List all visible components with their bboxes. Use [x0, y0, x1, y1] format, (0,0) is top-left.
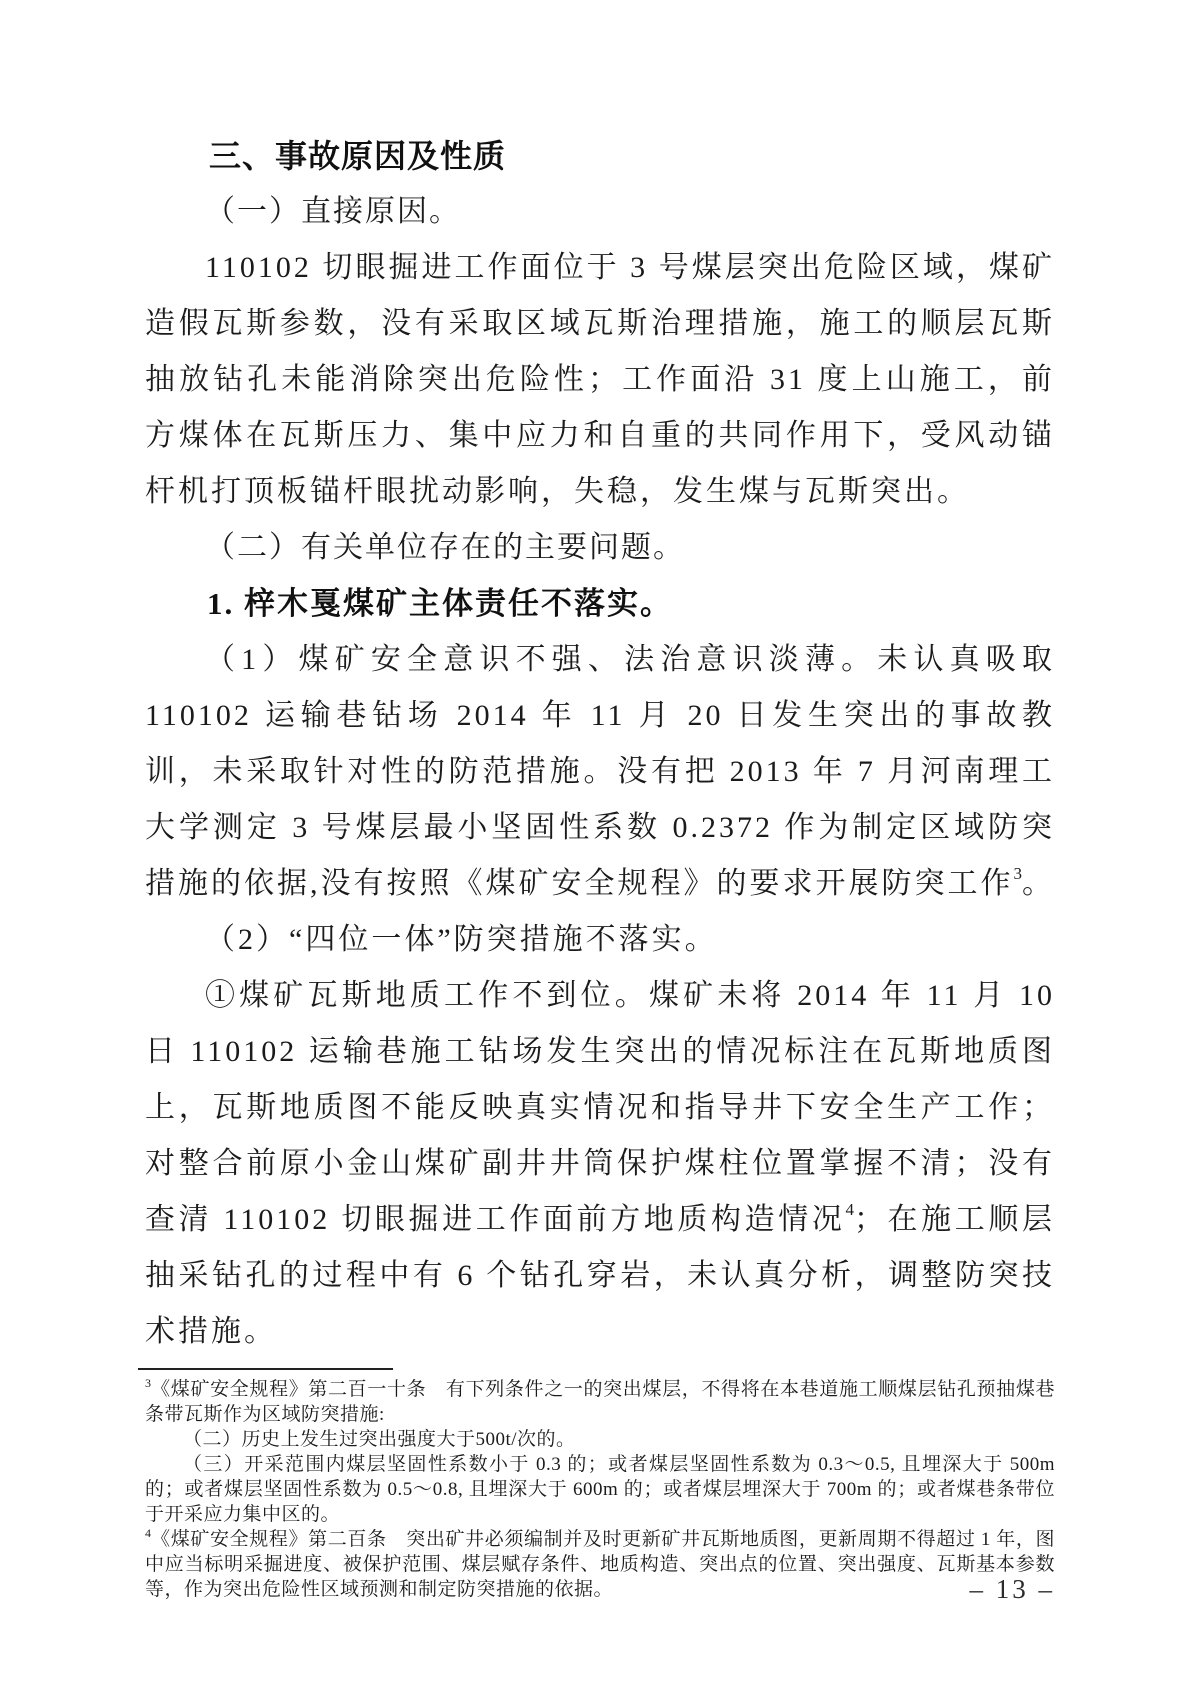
paragraph-direct-cause: 110102 切眼掘进工作面位于 3 号煤层突出危险区域，煤矿造假瓦斯参数，没有采取区域瓦斯治理措施，施工的顺层瓦斯抽放钻孔未能消除突出危险性；工作面沿 31 度上山施工，前方煤体在瓦斯压力、集中应力和自重的共同作用下，受风动锚杆机打顶板锚杆眼扰动影响，失稳，发生煤与瓦斯突出。 [145, 251, 1055, 508]
footnote-3-text: 《煤矿安全规程》第二百一十条 有下列条件之一的突出煤层，不得将在本巷道施工顺煤层钻孔预抽煤巷条带瓦斯作为区域防突措施: [145, 1379, 1055, 1425]
page-content [145, 128, 1055, 1360]
sub-heading-direct-cause: （一）直接原因。 [205, 195, 461, 228]
footnote-3 [145, 1377, 1055, 1427]
paragraph-gas-geology [145, 968, 1055, 1360]
item-heading-mine-responsibility: 1. 梓木戛煤矿主体责任不落实。 [207, 586, 673, 621]
footnote-separator-rule [138, 1368, 393, 1370]
sub-heading-main-problems: （二）有关单位存在的主要问题。 [205, 531, 685, 564]
page-number: – 13 – [969, 1574, 1055, 1604]
paragraph-safety-awareness [145, 632, 1055, 912]
footnote-3-marker: 3 [145, 1376, 151, 1390]
paragraph-safety-awareness-text: （1）煤矿安全意识不强、法治意识淡薄。未认真吸取 110102 运输巷钻场 2014 年 11 月 20 日发生突出的事故教训，未采取针对性的防范措施。没有把 2013 年 7 月河南理工大学测定 3 号煤层最小坚固性系数 0.2372 作为制定区域防突措施的依据,没有按照《煤矿安全规程》的要求开展防突工作 [145, 643, 1055, 900]
footnote-4-marker: 4 [145, 1526, 151, 1540]
paragraph-gas-geology-text: ①煤矿瓦斯地质工作不到位。煤矿未将 2014 年 11 月 10 日 110102 运输巷施工钻场发生突出的情况标注在瓦斯地质图上，瓦斯地质图不能反映真实情况和指导井下安全生产工作；对整合前原小金山煤矿副井井筒保护煤柱位置掌握不清；没有查清 110102 切眼掘进工作面前方地质构造情况 [145, 979, 1055, 1236]
footnote-4-text: 《煤矿安全规程》第二百条 突出矿井必须编制并及时更新矿井瓦斯地质图，更新周期不得超过 1 年，图中应当标明采掘进度、被保护范围、煤层赋存条件、地质构造、突出点的位置、突出强度、瓦斯基本参数等，作为突出危险性区域预测和制定防突措施的依据。 [145, 1529, 1055, 1600]
footnote-3-item-3: （三）开采范围内煤层坚固性系数小于 0.3 的；或者煤层坚固性系数为 0.3～0.5, 且埋深大于 500m 的；或者煤层坚固性系数为 0.5～0.8, 且埋深大于 600m 的；或者煤层埋深大于 700m 的；或者煤巷条带位于开采应力集中区的。 [145, 1454, 1055, 1525]
footnote-area [145, 1368, 1055, 1602]
paragraph-four-in-one-heading: （2）“四位一体”防突措施不落实。 [205, 923, 718, 956]
paragraph-gas-geology-end: ；在施工顺层抽采钻孔的过程中有 6 个钻孔穿岩，未认真分析，调整防突技术措施。 [145, 1203, 1055, 1348]
paragraph-safety-awareness-end: 。 [1022, 867, 1055, 900]
footnote-4 [145, 1527, 1055, 1602]
section-heading: 三、事故原因及性质 [209, 138, 507, 174]
footnote-ref-3: 3 [1013, 864, 1022, 883]
footnote-3-item-2: （二）历史上发生过突出强度大于500t/次的。 [183, 1429, 576, 1450]
footnote-ref-4: 4 [845, 1200, 854, 1219]
